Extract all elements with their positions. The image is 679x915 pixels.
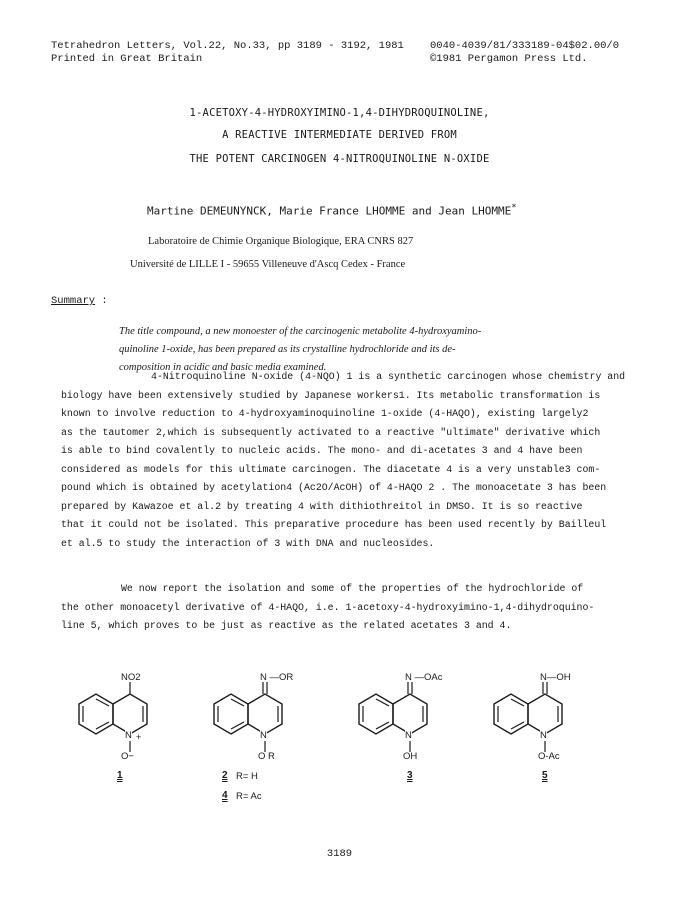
quinoline-diagram-1 [55, 672, 165, 792]
title-line-3: THE POTENT CARCINOGEN 4-NITROQUINOLINE N-OXIDE [189, 153, 490, 165]
copyright: ©1981 Pergamon Press Ltd. [430, 53, 588, 65]
body-line: that it could not be isolated. This preparative procedure has been used recently by Bailleul [61, 519, 607, 530]
compound-number-2: 2 [222, 770, 228, 781]
body-line: as the tautomer 2,which is subsequently activated to a reactive "ultimate" derivative which [61, 426, 601, 438]
body-paragraph-2 [61, 580, 594, 636]
affiliation-line-1: Laboratoire de Chimie Organique Biologique, ERA CNRS 827 [148, 236, 414, 247]
quinoline-diagram-5 [480, 672, 590, 792]
quinoline-diagram-3 [345, 672, 455, 792]
author-list: Martine DEMEUNYNCK, Marie France LHOMME and Jean LHOMME [147, 204, 512, 218]
printed-in: Printed in Great Britain [51, 53, 203, 65]
body-paragraph-1 [61, 368, 625, 553]
body-line: pound which is obtained by acetylation4 (Ac2O/AcOH) of 4-HAQO 2 . The monoacetate 3 has been [61, 482, 607, 493]
corresponding-mark: * [511, 203, 517, 213]
structure-5 [480, 672, 590, 792]
nitro-group: NO2 [121, 672, 141, 683]
compound-2-definition: R= H [236, 771, 258, 782]
structure-2-4 [200, 672, 310, 807]
compound-4-definition: R= Ac [236, 791, 262, 802]
acetyl-oxime-group: N —OAc [405, 672, 443, 683]
abstract-line: The title compound, a new monoester of the carcinogenic metabolite 4-hydroxyamino- [119, 326, 482, 337]
body-line: line 5, which proves to be just as reactive as the related acetates 3 and 4. [61, 620, 512, 631]
page-number: 3189 [326, 848, 353, 860]
body-line: We now report the isolation and some of the properties of the hydrochloride of [121, 583, 584, 594]
body-line: known to involve reduction to 4-hydroxyaminoquinoline 1-oxide (4-HAQO), existing largely2 [61, 408, 589, 419]
body-line: considered as models for this ultimate carcinogen. The diacetate 4 is a very unstable3 com- [61, 463, 601, 475]
abstract-line: composition in acidic and basic media examined. [119, 362, 327, 373]
hydroxy-oxime-group: N—OH [540, 672, 571, 683]
oxide-anion: O− [121, 751, 134, 762]
body-line: prepared by Kawazoe et al.2 by treating 4 with dithiothreitol in DMSO. It is so reactive [61, 500, 583, 512]
article-code: 0040-4039/81/333189-04$02.00/0 [430, 40, 620, 52]
compound-number-1: 1 [117, 770, 123, 781]
body-line: biology have been extensively studied by Japanese workers1. Its metabolic transformation is [61, 389, 601, 401]
ring-nitrogen: N [540, 730, 547, 741]
summary-colon: : [101, 295, 108, 307]
authors [147, 203, 517, 218]
body-line: the other monoacetyl derivative of 4-HAQO, i.e. 1-acetoxy-4-hydroxyimino-1,4-dihydroquino- [61, 601, 595, 613]
ring-nitrogen: N [405, 730, 412, 741]
structure-1 [55, 672, 165, 792]
summary-heading [51, 295, 108, 307]
body-line: 4-Nitroquinoline N-oxide (4-NQO) 1 is a synthetic carcinogen whose chemistry and [151, 371, 626, 382]
compound-number-4: 4 [222, 790, 228, 801]
oxime-group: N —OR [260, 672, 294, 683]
compound-number-5: 5 [542, 770, 548, 781]
title-line-2: A REACTIVE INTERMEDIATE DERIVED FROM [222, 129, 457, 141]
abstract-line: quinoline 1-oxide, has been prepared as its crystalline hydrochloride and its de- [119, 344, 456, 355]
ring-nitrogen: N [260, 730, 267, 741]
title-line-1: 1-ACETOXY-4-HYDROXYIMINO-1,4-DIHYDROQUINOLINE, [189, 107, 490, 119]
n-hydroxy: OH [403, 751, 418, 762]
body-line: et al.5 to study the interaction of 3 with DNA and nucleosides. [61, 537, 435, 549]
n-substituent: O R [258, 751, 275, 762]
body-line: is able to bind covalently to nucleic acids. The mono- and di-acetates 3 and 4 have been [61, 445, 583, 456]
summary-label: Summary [51, 295, 96, 307]
positive-charge: + [136, 732, 142, 742]
ring-nitrogen: N [125, 730, 132, 741]
compound-number-3: 3 [407, 770, 413, 781]
journal-citation: Tetrahedron Letters, Vol.22, No.33, pp 3189 - 3192, 1981 [51, 40, 404, 52]
affiliation-line-2: Université de LILLE I - 59655 Villeneuve d'Ascq Cedex - France [130, 259, 406, 270]
n-acetoxy: O-Ac [538, 751, 560, 762]
structure-3 [345, 672, 455, 792]
